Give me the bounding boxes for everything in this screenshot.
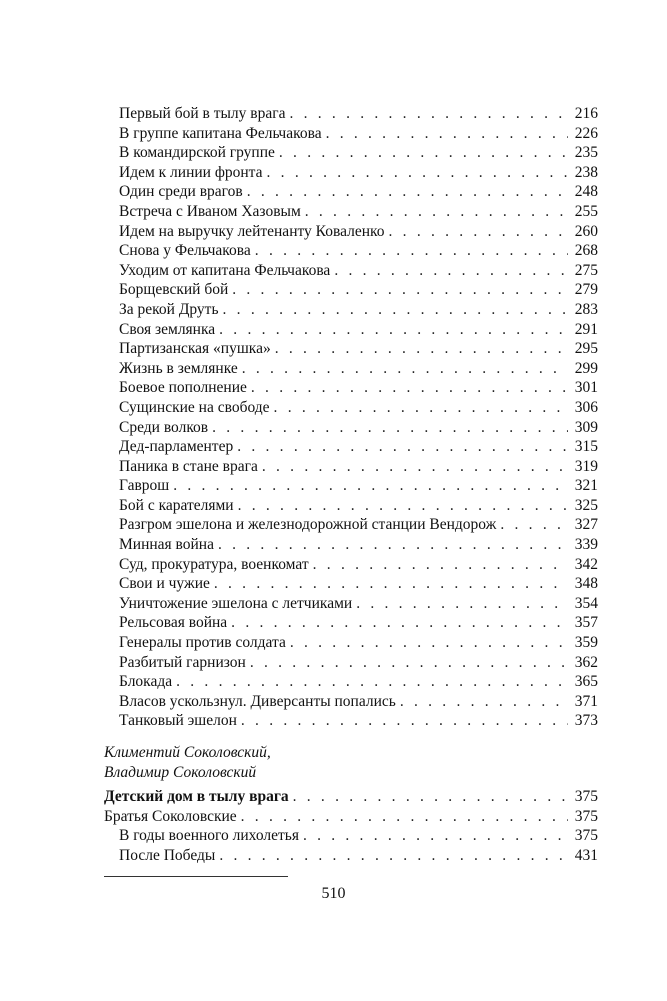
toc-entry-title: В группе капитана Фельчакова [119, 124, 322, 142]
toc-entry-title: Рельсовая война [119, 614, 228, 632]
toc-entry-title: Свои и чужие [119, 575, 210, 593]
leader-dots [389, 222, 568, 242]
leader-dots [290, 633, 568, 653]
toc-entry-title: Детский дом в тылу врага [104, 788, 289, 805]
toc-entry[interactable] [119, 163, 598, 183]
toc-entry[interactable] [119, 515, 598, 535]
toc-entry-page: 319 [574, 457, 598, 475]
leader-dots [400, 692, 568, 712]
toc-entry-page: 431 [574, 846, 598, 864]
toc-entry-page: 248 [574, 183, 598, 201]
toc-entry-title: Встреча с Иваном Хазовым [119, 202, 301, 220]
leader-dots [293, 787, 568, 807]
toc-entry-page: 354 [574, 594, 598, 612]
toc-entry-title: Минная война [119, 536, 214, 554]
leader-dots [247, 182, 568, 202]
toc-entry-title: Один среди врагов [119, 183, 243, 201]
toc-entry-title: Разгром эшелона и железнодорожной станции Вендорож [119, 516, 497, 534]
leader-dots [219, 846, 568, 866]
toc-entry-page: 362 [574, 653, 598, 671]
toc-entry[interactable] [119, 339, 598, 359]
toc-entry[interactable] [119, 594, 598, 614]
toc-entry-page: 301 [574, 379, 598, 397]
toc-entry[interactable] [119, 261, 598, 281]
toc-entry-page: 238 [574, 163, 598, 181]
section-contents [104, 787, 598, 865]
toc-entry[interactable] [119, 280, 598, 300]
leader-dots [219, 320, 568, 340]
leader-dots [218, 535, 568, 555]
leader-dots [241, 807, 568, 827]
toc-entry[interactable] [119, 143, 598, 163]
toc-entry-title: Уходим от капитана Фельчакова [119, 261, 331, 279]
toc-entry-page: 359 [574, 634, 598, 652]
toc-entry[interactable] [119, 437, 598, 457]
toc-entry-page: 357 [574, 614, 598, 632]
toc-entry[interactable] [119, 574, 598, 594]
toc-entry-page: 279 [574, 281, 598, 299]
leader-dots [267, 163, 568, 183]
toc-entry-title: Власов ускользнул. Диверсанты попались [119, 692, 396, 710]
toc-entry-title: Идем к линии фронта [119, 163, 263, 181]
page-number: 510 [321, 885, 346, 902]
toc-entry-title: Первый бой в тылу врага [119, 105, 286, 122]
leader-dots [232, 280, 568, 300]
toc-entry[interactable] [119, 692, 598, 712]
toc-entry-page: 342 [574, 555, 598, 573]
toc-entry-title: Снова у Фельчакова [119, 242, 251, 260]
toc-entry[interactable] [119, 104, 598, 124]
toc-entry-title: Дед-парламентер [119, 438, 234, 456]
toc-entry-title: Своя землянка [119, 320, 216, 338]
toc-entry-page: 299 [574, 359, 598, 377]
leader-dots [275, 339, 568, 359]
toc-entry-page: 348 [574, 575, 598, 593]
toc-entry[interactable] [119, 398, 598, 418]
toc-entry[interactable] [119, 378, 598, 398]
toc-entry-page: 295 [574, 340, 598, 358]
toc-entry-title: Гаврош [119, 477, 170, 495]
toc-entry[interactable] [119, 535, 598, 555]
toc-entry[interactable] [119, 241, 598, 261]
toc-entry[interactable] [104, 846, 598, 866]
toc-entry-page: 275 [574, 261, 598, 279]
toc-entry-page: 375 [574, 807, 598, 825]
toc-entry-page: 309 [574, 418, 598, 436]
toc-entry-title: В командирской группе [119, 144, 275, 162]
leader-dots [326, 124, 568, 144]
leader-dots [173, 476, 568, 496]
leader-dots [255, 241, 568, 261]
toc-entry[interactable] [119, 300, 598, 320]
leader-dots [262, 457, 568, 477]
toc-entry[interactable] [119, 182, 598, 202]
toc-entry[interactable] [119, 476, 598, 496]
toc-entry[interactable] [119, 672, 598, 692]
leader-dots [250, 653, 568, 673]
toc-entry-page: 235 [574, 144, 598, 162]
toc-entry-title: Братья Соколовские [104, 807, 237, 825]
leader-dots [223, 300, 568, 320]
toc-entry-page: 339 [574, 536, 598, 554]
toc-entry-page: 365 [574, 673, 598, 691]
leader-dots [241, 711, 568, 731]
toc-entry[interactable] [119, 359, 598, 379]
toc-entry-title: Борщевский бой [119, 281, 229, 299]
author-name: Климентий Соколовский, [104, 744, 271, 761]
toc-entry-title: Генералы против солдата [119, 634, 286, 652]
leader-dots [305, 202, 568, 222]
toc-entry-title: За рекой Друть [119, 300, 219, 318]
table-of-contents [119, 104, 598, 731]
toc-entry-title: Партизанская «пушка» [119, 340, 271, 358]
toc-entry-title: Сущинские на свободе [119, 398, 270, 416]
toc-entry-title: Суд, прокуратура, военкомат [119, 555, 309, 573]
toc-entry[interactable] [119, 418, 598, 438]
toc-entry-page: 325 [574, 496, 598, 514]
toc-entry-title: В годы военного лихолетья [119, 827, 299, 845]
toc-entry[interactable] [119, 711, 598, 731]
toc-entry-page: 255 [574, 202, 598, 220]
toc-entry-page: 373 [574, 712, 598, 730]
toc-entry-title: Идем на выручку лейтенанту Коваленко [119, 222, 385, 240]
toc-entry[interactable] [119, 613, 598, 633]
toc-entry-title: После Победы [119, 846, 216, 864]
author-name: Владимир Соколовский [104, 764, 257, 781]
toc-entry-page: 260 [574, 222, 598, 240]
toc-entry[interactable] [119, 202, 598, 222]
toc-entry-page: 291 [574, 320, 598, 338]
toc-entry-page: 216 [574, 105, 598, 122]
section-heading-entry[interactable] [104, 787, 598, 807]
leader-dots [279, 143, 568, 163]
toc-entry-title: Боевое пополнение [119, 379, 247, 397]
toc-entry-page: 283 [574, 300, 598, 318]
leader-dots [274, 398, 568, 418]
toc-entry-page: 315 [574, 438, 598, 456]
leader-dots [242, 359, 568, 379]
toc-entry-page: 375 [574, 827, 598, 845]
toc-entry[interactable] [119, 555, 598, 575]
toc-entry-title: Танковый эшелон [119, 712, 237, 730]
leader-dots [303, 826, 568, 846]
toc-entry-page: 306 [574, 398, 598, 416]
toc-entry-title: Жизнь в землянке [119, 359, 238, 377]
section-sub-entry[interactable] [104, 807, 598, 827]
footnote-divider [104, 876, 288, 877]
leader-dots [231, 613, 568, 633]
toc-entry[interactable] [119, 320, 598, 340]
leader-dots [251, 378, 568, 398]
toc-entry-title: Среди волков [119, 418, 209, 436]
leader-dots [238, 496, 568, 516]
toc-entry[interactable] [119, 496, 598, 516]
toc-entry[interactable] [119, 457, 598, 477]
toc-entry-title: Бой с карателями [119, 496, 234, 514]
toc-entry-title: Паника в стане врага [119, 457, 258, 475]
leader-dots [500, 515, 568, 535]
leader-dots [289, 104, 568, 124]
toc-entry[interactable] [119, 653, 598, 673]
toc-entry-title: Разбитый гарнизон [119, 653, 246, 671]
toc-entry-title: Уничтожение эшелона с летчиками [119, 594, 353, 612]
leader-dots [237, 437, 568, 457]
toc-entry-page: 268 [574, 242, 598, 260]
toc-entry[interactable] [119, 222, 598, 242]
toc-entry-page: 371 [574, 692, 598, 710]
leader-dots [214, 574, 568, 594]
authors [104, 743, 271, 783]
toc-entry-title: Блокада [119, 673, 173, 691]
toc-entry-page: 321 [574, 477, 598, 495]
leader-dots [212, 418, 568, 438]
toc-entry[interactable] [119, 124, 598, 144]
toc-entry-page: 375 [574, 788, 598, 805]
leader-dots [334, 261, 568, 281]
toc-entry-page: 327 [574, 516, 598, 534]
toc-entry[interactable] [119, 633, 598, 653]
toc-entry[interactable] [104, 826, 598, 846]
leader-dots [176, 672, 568, 692]
leader-dots [356, 594, 568, 614]
leader-dots [313, 555, 568, 575]
toc-entry-page: 226 [574, 124, 598, 142]
